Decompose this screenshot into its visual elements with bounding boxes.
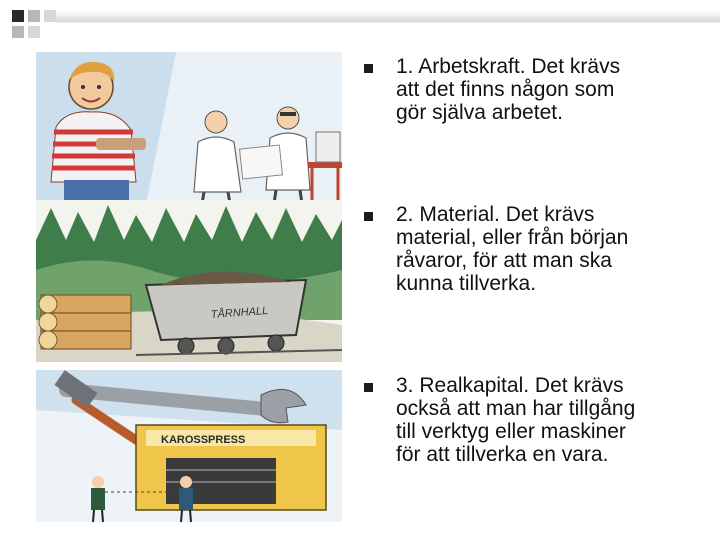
bullet-text: 1. Arbetskraft. Det krävs att det finns någon som gör själva arbetet. <box>396 55 621 124</box>
illustration-raw-materials <box>36 200 342 362</box>
bullet-text: 3. Realkapital. Det krävs också att man har tillgång till verktyg eller maskiner för att tillverka en vara. <box>396 374 636 466</box>
bullet-marker <box>364 212 373 221</box>
header-band <box>56 10 720 22</box>
machine-label: KAROSSPRESS <box>161 434 246 446</box>
cart-label: TÅRNHALL <box>210 305 269 321</box>
bullet-marker <box>364 383 373 392</box>
header-divider <box>56 22 720 23</box>
bullet-marker <box>364 64 373 73</box>
illustration-workers <box>36 52 342 204</box>
bullet-text: 2. Material. Det krävs material, eller från början råvaror, för att man ska kunna tillverka. <box>396 203 629 295</box>
illustration-capital-goods <box>36 370 342 522</box>
